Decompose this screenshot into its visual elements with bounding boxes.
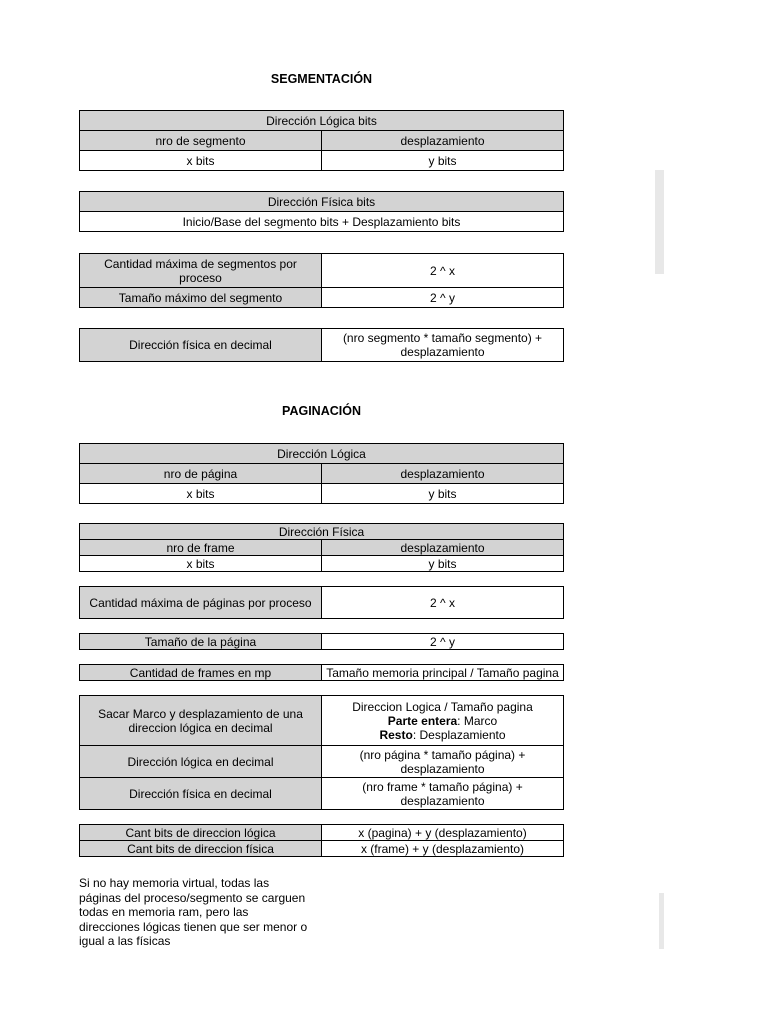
page-number-header: nro de página [80,464,322,484]
frame-offset-remainder [325,728,560,742]
page-physical-header: Dirección Física [80,524,564,540]
logical-decimal-value: (nro página * tamaño página) + desplazamiento [322,746,564,778]
integer-part-value: : Marco [457,713,498,728]
page-physical-address-table [79,523,564,572]
page-physical-decimal-value: (nro frame * tamaño página) + desplazamiento [322,778,564,810]
page-offset-bits: y bits [322,484,564,504]
segment-limits-table [79,253,564,308]
frame-number-header: nro de frame [80,540,322,556]
max-pages-table [79,586,564,619]
logical-decimal-label: Dirección lógica en decimal [80,746,322,778]
frames-label: Cantidad de frames en mp [80,665,322,681]
segment-physical-address-table [79,191,564,232]
segment-physical-decimal-table [79,328,564,362]
page-size-value: 2 ^ y [322,634,564,650]
segment-physical-header: Dirección Física bits [80,192,564,212]
frame-offset-label: Sacar Marco y desplazamiento de una direccion lógica en decimal [80,696,322,746]
page-size-table [79,633,564,650]
segment-number-header: nro de segmento [80,131,322,151]
page-number-bits: x bits [80,484,322,504]
frame-number-bits: x bits [80,556,322,572]
max-pages-label: Cantidad máxima de páginas por proceso [80,587,322,619]
frame-offset-header: desplazamiento [322,540,564,556]
frame-offset-formula: Direccion Logica / Tamaño pagina [352,699,533,714]
conversions-table [79,695,564,810]
integer-part-label: Parte entera [387,713,458,728]
virtual-memory-note: Si no hay memoria virtual, todas las páginas del proceso/segmento se carguen todas en memoria ram, pero las direcciones lógicas tienen que ser menor o igual a las físicas [79,876,308,948]
max-segments-value: 2 ^ x [322,254,564,288]
segmentation-title: SEGMENTACIÓN [270,72,373,86]
remainder-value: : Desplazamiento [412,727,506,742]
page-edge-shadow-bottom [659,893,664,949]
frame-offset-bits: y bits [322,556,564,572]
segment-physical-decimal-value: (nro segmento * tamaño segmento) + desplazamiento [322,329,564,362]
segment-number-bits: x bits [80,151,322,171]
max-segment-size-value: 2 ^ y [322,288,564,308]
segment-offset-header: desplazamiento [322,131,564,151]
max-segment-size-label: Tamaño máximo del segmento [80,288,322,308]
logical-bits-value: x (pagina) + y (desplazamiento) [322,825,564,841]
page-size-label: Tamaño de la página [80,634,322,650]
remainder-label: Resto [379,727,413,742]
logical-bits-label: Cant bits de direccion lógica [80,825,322,841]
address-bits-table [79,824,564,857]
frames-value: Tamaño memoria principal / Tamaño pagina [322,665,564,681]
page-logical-address-table [79,443,564,504]
segment-logical-address-table [79,110,564,171]
page-offset-header: desplazamiento [322,464,564,484]
page-edge-shadow-top [655,170,664,274]
frame-offset-value [322,696,564,746]
frame-offset-integer [325,714,560,728]
segment-physical-decimal-label: Dirección física en decimal [80,329,322,362]
segment-logical-header: Dirección Lógica bits [80,111,564,131]
segment-physical-formula: Inicio/Base del segmento bits + Desplazamiento bits [80,212,564,232]
segment-offset-bits: y bits [322,151,564,171]
max-pages-value: 2 ^ x [322,587,564,619]
page-logical-header: Dirección Lógica [80,444,564,464]
physical-bits-value: x (frame) + y (desplazamiento) [322,841,564,857]
frames-table [79,664,564,681]
max-segments-label: Cantidad máxima de segmentos por proceso [80,254,322,288]
physical-bits-label: Cant bits de direccion física [80,841,322,857]
page-physical-decimal-label: Dirección física en decimal [80,778,322,810]
pagination-title: PAGINACIÓN [282,404,361,418]
